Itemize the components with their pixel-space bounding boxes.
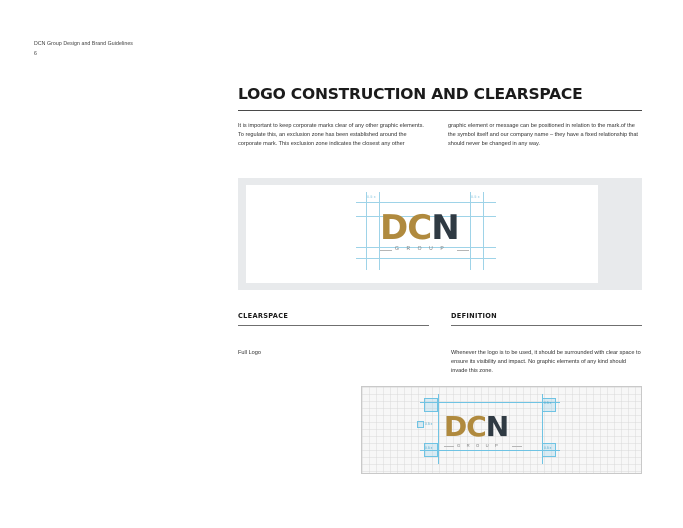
clearspace-grid-panel [361, 386, 642, 474]
grid-group-rule-right [512, 446, 522, 447]
definition-divider [451, 325, 642, 326]
grid-label-bottom-right: 0.5 x [544, 446, 552, 450]
header-title: DCN Group Design and Brand Guidelines [34, 41, 133, 47]
intro-columns [238, 122, 642, 149]
clearspace-body: Full Logo [238, 349, 262, 356]
group-rule-right [457, 250, 469, 251]
logo-construction-panel [238, 178, 642, 290]
grid-label-top-right: 0.5 x [544, 401, 552, 405]
document-header [34, 40, 133, 60]
grid-wordmark-n: N [485, 410, 509, 443]
clearspace-box-top-left [424, 398, 438, 412]
logo-wordmark-dc: DC [380, 208, 432, 248]
guide-label-left: 0.5 x [367, 195, 376, 199]
grid-guide-horizontal-bottom [420, 450, 560, 451]
grid-guide-vertical-right [542, 394, 543, 464]
subsections [238, 312, 642, 376]
clearspace-grid-diagram [425, 401, 556, 457]
page-title: LOGO CONSTRUCTION AND CLEARSPACE [238, 85, 583, 103]
clearspace-divider [238, 325, 429, 326]
grid-logo-wordmark [444, 410, 509, 443]
page-number: 6 [34, 50, 37, 57]
logo-wordmark [380, 208, 459, 248]
logo-group-word: G R O U P [395, 246, 447, 252]
intro-column-left: It is important to keep corporate marks clear of any other graphic elements. To regulate this, an exclusion zone has been established around the corporate mark. This exclusion zone indicates the closest any other [238, 123, 424, 148]
clearspace-heading: CLEARSPACE [238, 312, 289, 320]
group-rule-left [380, 250, 392, 251]
main-content [238, 85, 642, 149]
subsection-definition [451, 312, 642, 376]
grid-label-left: 0.5 x [425, 422, 433, 426]
grid-group-word: G R O U P [457, 443, 501, 448]
logo-clearspace-diagram [366, 195, 486, 262]
grid-wordmark-dc: DC [444, 410, 486, 443]
grid-guide-horizontal-top [420, 402, 560, 403]
grid-guide-vertical-left [438, 394, 439, 464]
subsection-clearspace [238, 312, 429, 376]
title-divider [238, 110, 642, 111]
definition-body: Whenever the logo is to be used, it should be surrounded with clear space to ensure its visibility and impact. No graphic elements of any kind should invade this zone. [451, 349, 641, 374]
grid-group-rule-left [444, 446, 454, 447]
logo-wordmark-n: N [431, 208, 459, 248]
definition-heading: DEFINITION [451, 312, 497, 320]
guide-line-horizontal-bottom [356, 258, 496, 259]
guide-label-right: 0.5 x [471, 195, 480, 199]
intro-column-right: graphic element or message can be positioned in relation to the mark.of the the symbol itself and our company name – they have a fixed relationship that should never be changed in any way. [448, 123, 638, 148]
grid-label-bottom-left: 0.5 x [425, 446, 433, 450]
clearspace-box-mid-left [417, 421, 424, 428]
guide-line-horizontal-top [356, 202, 496, 203]
